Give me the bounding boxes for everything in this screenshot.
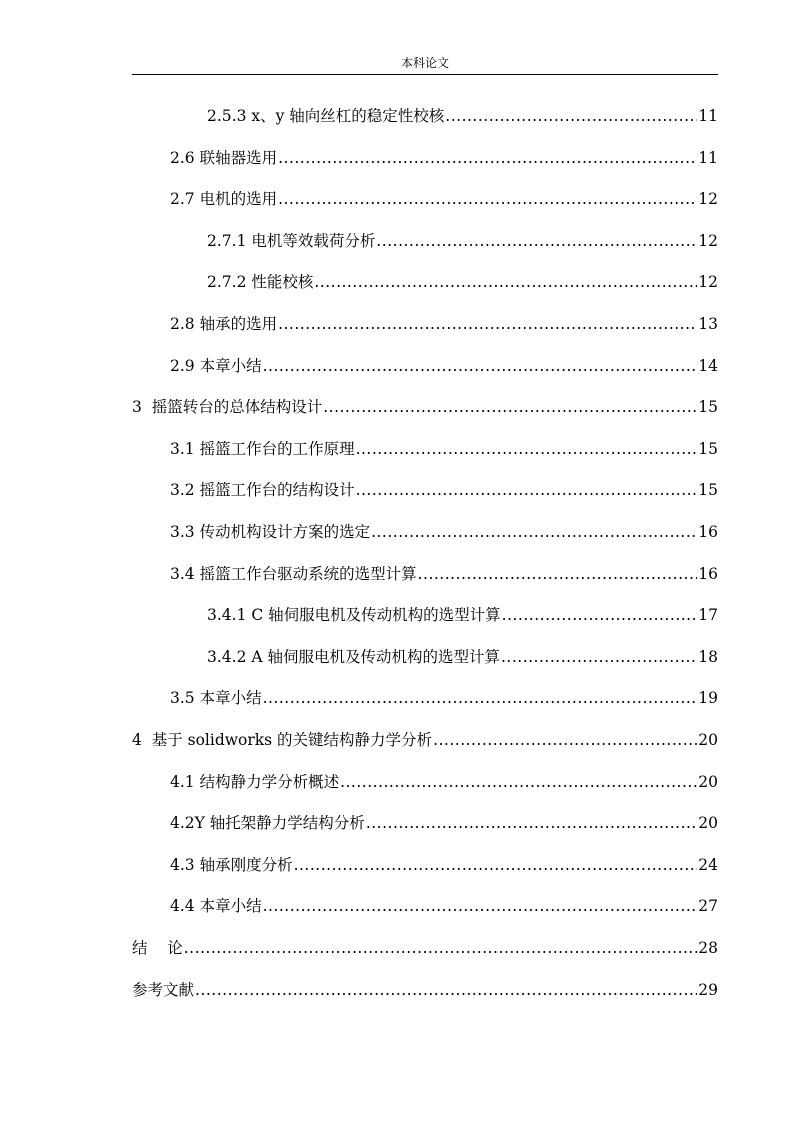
toc-page-number: 12	[698, 231, 718, 250]
toc-entry[interactable]	[170, 303, 718, 345]
toc-dot-leader	[376, 220, 697, 262]
toc-dot-leader	[294, 844, 698, 886]
toc-page-number: 27	[698, 897, 718, 916]
toc-entry[interactable]	[170, 677, 718, 719]
toc-dot-leader	[356, 469, 698, 511]
toc-entry-title: 3.3 传动机构设计方案的选定	[170, 523, 371, 541]
toc-page-number: 15	[698, 398, 718, 417]
toc-dot-leader	[278, 178, 697, 220]
toc-page-number: 16	[698, 523, 718, 541]
page-header: 本科论文	[400, 56, 449, 70]
toc-entry-title: 3 摇篮转台的总体结构设计	[132, 398, 323, 417]
toc-dot-leader	[502, 594, 698, 636]
toc-page-number: 28	[698, 939, 718, 957]
toc-dot-leader	[314, 261, 697, 303]
toc-entry[interactable]	[207, 95, 718, 137]
toc-dot-leader	[323, 386, 697, 428]
toc-dot-leader	[433, 719, 697, 761]
toc-entry[interactable]	[132, 969, 718, 1011]
toc-page-number: 16	[698, 564, 718, 583]
header-rule	[132, 74, 718, 75]
toc-entry[interactable]	[170, 137, 718, 179]
toc-dot-leader	[263, 345, 698, 387]
toc-page-number: 17	[698, 606, 718, 625]
toc-entry[interactable]	[170, 885, 718, 927]
toc-entry-title: 2.7 电机的选用	[170, 190, 278, 209]
toc-entry-title: 3.4.2 A 轴伺服电机及传动机构的选型计算	[207, 647, 500, 666]
toc-entry-title: 4.4 本章小结	[170, 897, 262, 916]
toc-entry-title: 4 基于 solidworks 的关键结构静力学分析	[132, 731, 433, 749]
toc-entry[interactable]	[170, 469, 718, 511]
toc-entry-title: 参考文献	[132, 980, 195, 999]
toc-entry[interactable]	[132, 386, 718, 428]
toc-entry[interactable]	[170, 802, 718, 844]
toc-dot-leader	[263, 885, 698, 927]
toc-dot-leader	[501, 636, 697, 678]
toc-page-number: 20	[698, 731, 718, 749]
toc-entry[interactable]	[170, 178, 718, 220]
toc-page-number: 14	[698, 356, 718, 375]
toc-dot-leader	[340, 761, 697, 803]
toc-dot-leader	[278, 303, 697, 345]
toc-entry[interactable]	[207, 261, 718, 303]
toc-dot-leader	[195, 969, 697, 1011]
toc-entry-title: 2.5.3 x、y 轴向丝杠的稳定性校核	[207, 107, 445, 125]
toc-page-number: 20	[698, 814, 718, 833]
toc-entry-title: 4.3 轴承刚度分析	[170, 855, 293, 874]
toc-dot-leader	[278, 137, 697, 179]
toc-entry-title: 2.9 本章小结	[170, 356, 262, 375]
toc-entry-title: 4.2Y 轴托架静力学结构分析	[170, 814, 365, 833]
toc-page-number: 15	[698, 481, 718, 500]
toc-entry-title: 结 论	[132, 939, 183, 957]
toc-entry[interactable]	[170, 844, 718, 886]
toc-page-number: 12	[698, 190, 718, 209]
toc-page-number: 29	[698, 980, 718, 999]
toc-entry[interactable]	[132, 719, 718, 761]
toc-page-number: 24	[698, 855, 718, 874]
toc-entry-title: 3.5 本章小结	[170, 689, 262, 708]
toc-entry-title: 4.1 结构静力学分析概述	[170, 772, 340, 791]
toc-entry[interactable]	[207, 594, 718, 636]
toc-page-number: 20	[698, 772, 718, 791]
toc-page-number: 11	[698, 107, 718, 125]
toc-entry[interactable]	[170, 428, 718, 470]
toc-dot-leader	[445, 95, 697, 137]
toc-entry-title: 3.4 摇篮工作台驱动系统的选型计算	[170, 564, 417, 583]
toc-entry[interactable]	[170, 761, 718, 803]
toc-entry[interactable]	[132, 927, 718, 969]
toc-page-number: 12	[698, 273, 718, 292]
toc-dot-leader	[263, 677, 698, 719]
toc-page-number: 13	[698, 315, 718, 333]
toc-dot-leader	[184, 927, 698, 969]
toc-entry[interactable]	[170, 553, 718, 595]
toc-entry[interactable]	[207, 220, 718, 262]
toc-entry-title: 3.2 摇篮工作台的结构设计	[170, 481, 355, 500]
toc-entry-title: 2.7.2 性能校核	[207, 273, 314, 292]
toc-entry-title: 2.7.1 电机等效载荷分析	[207, 231, 376, 250]
toc-entry-title: 3.4.1 C 轴伺服电机及传动机构的选型计算	[207, 606, 501, 625]
toc-page-number: 18	[698, 647, 718, 666]
toc-entry-title: 2.6 联轴器选用	[170, 148, 278, 167]
toc-page-number: 15	[698, 439, 718, 458]
toc-entry[interactable]	[207, 636, 718, 678]
toc-dot-leader	[356, 428, 698, 470]
toc-entry[interactable]	[170, 511, 718, 553]
toc-entry[interactable]	[170, 345, 718, 387]
toc-dot-leader	[366, 802, 697, 844]
toc-page-number: 11	[698, 148, 718, 167]
toc-entry-title: 3.1 摇篮工作台的工作原理	[170, 439, 355, 458]
toc-dot-leader	[418, 553, 698, 595]
toc-page-number: 19	[698, 689, 718, 708]
toc-entry-title: 2.8 轴承的选用	[170, 315, 278, 333]
toc-dot-leader	[371, 511, 697, 553]
